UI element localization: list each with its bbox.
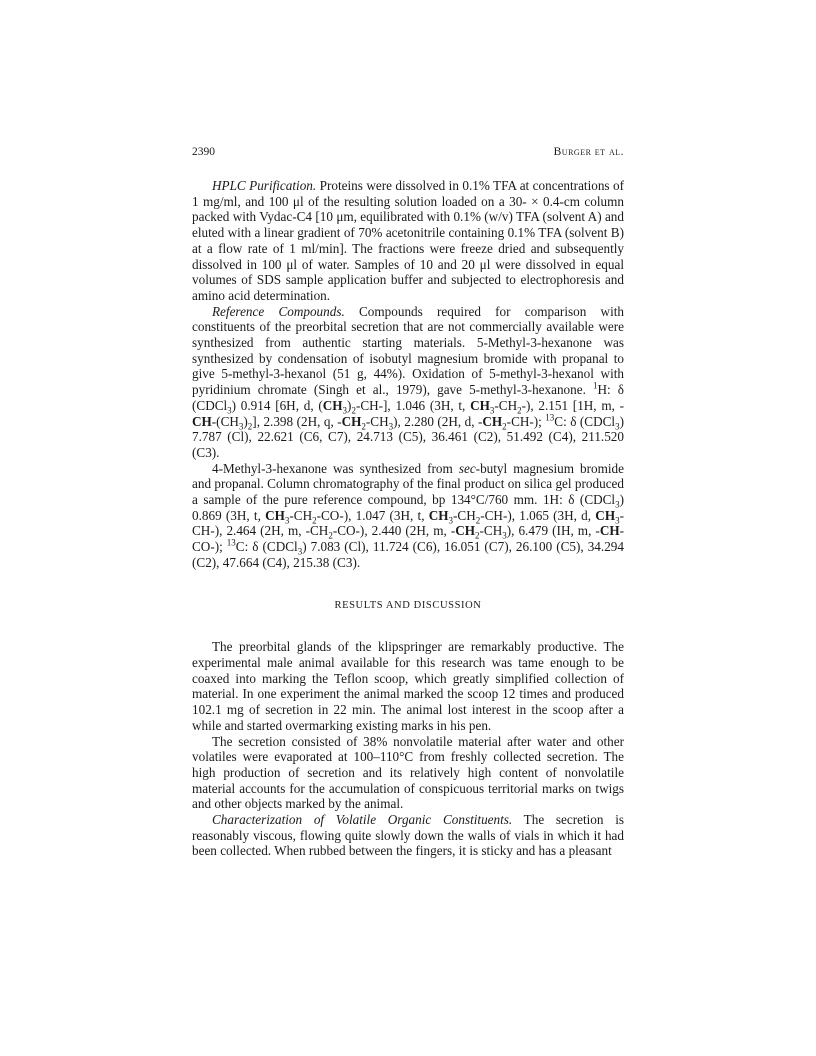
nmr-data-4-methyl: 1H: δ (CDCl$_3$) 0.869 (3H, t, $CH_3-CH_2-CO-$), 1.047 (3H, t, $CH_3-CH_2-CH-$), 1.065 (3H, d, $CH_3-CH-$), 2.464 (2H, m, $-CH_2-CO-$), 2.440 (2H, m, $-CH_2-CH_3$), 6.479 (IH, m, -CH-CO-); $^{13}$C: δ (CDCl$_3$) 7.083 (Cl), 11.724 (C6), 16.051 (C7), 26.100 (C5), 34.294 (C2), 47.664 (C4), 215.38 (C3). <box>192 492 625 570</box>
paragraph-4-methyl <box>192 461 624 571</box>
methyl4-italic: sec <box>458 460 476 476</box>
body-text <box>192 178 624 859</box>
run-in-heading-reference: Reference Compounds. <box>212 303 345 319</box>
running-title: Burger et al. <box>553 146 624 158</box>
paragraph-reference <box>192 304 624 461</box>
hplc-text: Proteins were dissolved in 0.1% TFA at concentrations of 1 mg/ml, and 100 μl of the resulting solution loaded on a 30- × 0.4-cm column packed with Vydac-C4 [10 μm, equilibrated with 0.1% (w/v) TFA (solvent A) and eluted with a linear gradient of 70% acetonitrile containing 0.1% TFA (solvent B) at a flow rate of 1 ml/min]. The fractions were freeze dried and subsequently dissolved in 100 μl of water. Samples of 10 and 20 μl were dissolved in equal volumes of SDS sample application buffer and subjected to electrophoresis and amino acid determination. <box>192 178 625 303</box>
methyl4-text-1: 4-Methyl-3-hexanone was synthesized from <box>212 460 459 476</box>
running-head <box>192 146 624 158</box>
paragraph-results-3 <box>192 812 624 859</box>
paragraph-results-2: The secretion consisted of 38% nonvolatile material after water and other volatiles were evaporated at 100–110°C from freshly collected secretion. The high production of secretion and its relatively high content of nonvolatile material accounts for the accumulation of conspicuous territorial marks on twigs and other objects marked by the animal. <box>192 733 624 812</box>
characterization-text: The secretion is reasonably viscous, flowing quite slowly down the walls of vials in which it had been collected. When rubbed between the fingers, it is sticky and has a pleasant <box>192 812 624 859</box>
reference-text: Compounds required for comparison with constituents of the preorbital secretion that are not commercially available were synthesized from authentic starting materials. 5-Methyl-3-hexanone was synthesized by condensation of isobutyl magnesium bromide with propanal to give 5-methyl-3-hexanol (51 g, 44%). Oxidation of 5-methyl-3-hexanol with pyridinium chromate (Singh et al., 1979), gave 5-methyl-3-hexanone. <box>192 303 624 398</box>
methyl4-text-2: -butyl magnesium bromide and propanal. Column chromatography of the final product on silica gel produced a sample of the pure reference compound, bp 134°C/760 mm. <box>192 460 625 508</box>
page-number: 2390 <box>192 146 215 158</box>
paragraph-results-1: The preorbital glands of the klipspringer are remarkably productive. The experimental male animal available for this research was tame enough to be coaxed into marking the Teflon scoop, which greatly simplified collection of material. In one experiment the animal marked the scoop 12 times and produced 102.1 mg of secretion in 22 min. The animal lost interest in the scoop after a while and started overmarking existing marks in his pen. <box>192 639 624 733</box>
nmr-data-5-methyl: $^1$H: δ (CDCl$_3$) 0.914 [6H, d, $(CH_3)_2-CH-$], 1.046 (3H, t, $CH_3-CH_2-$), 2.151 [1H, m, $-CH-(CH_3)_2$], 2.398 (2H, q, $-CH_2-CH_3$), 2.280 (2H, d, $-CH_2-CH-$); $^{13}$C: δ (CDCl$_3$) 7.787 (Cl), 22.621 (C6, C7), 24.713 (C5), 36.461 (C2), 51.492 (C4), 211.520 (C3). <box>192 380 625 460</box>
run-in-heading-hplc: HPLC Purification. <box>212 178 317 193</box>
section-heading: RESULTS AND DISCUSSION <box>334 599 482 611</box>
run-in-heading-characterization: Characterization of Volatile Organic Constituents. <box>212 812 513 828</box>
paragraph-hplc <box>192 178 624 304</box>
